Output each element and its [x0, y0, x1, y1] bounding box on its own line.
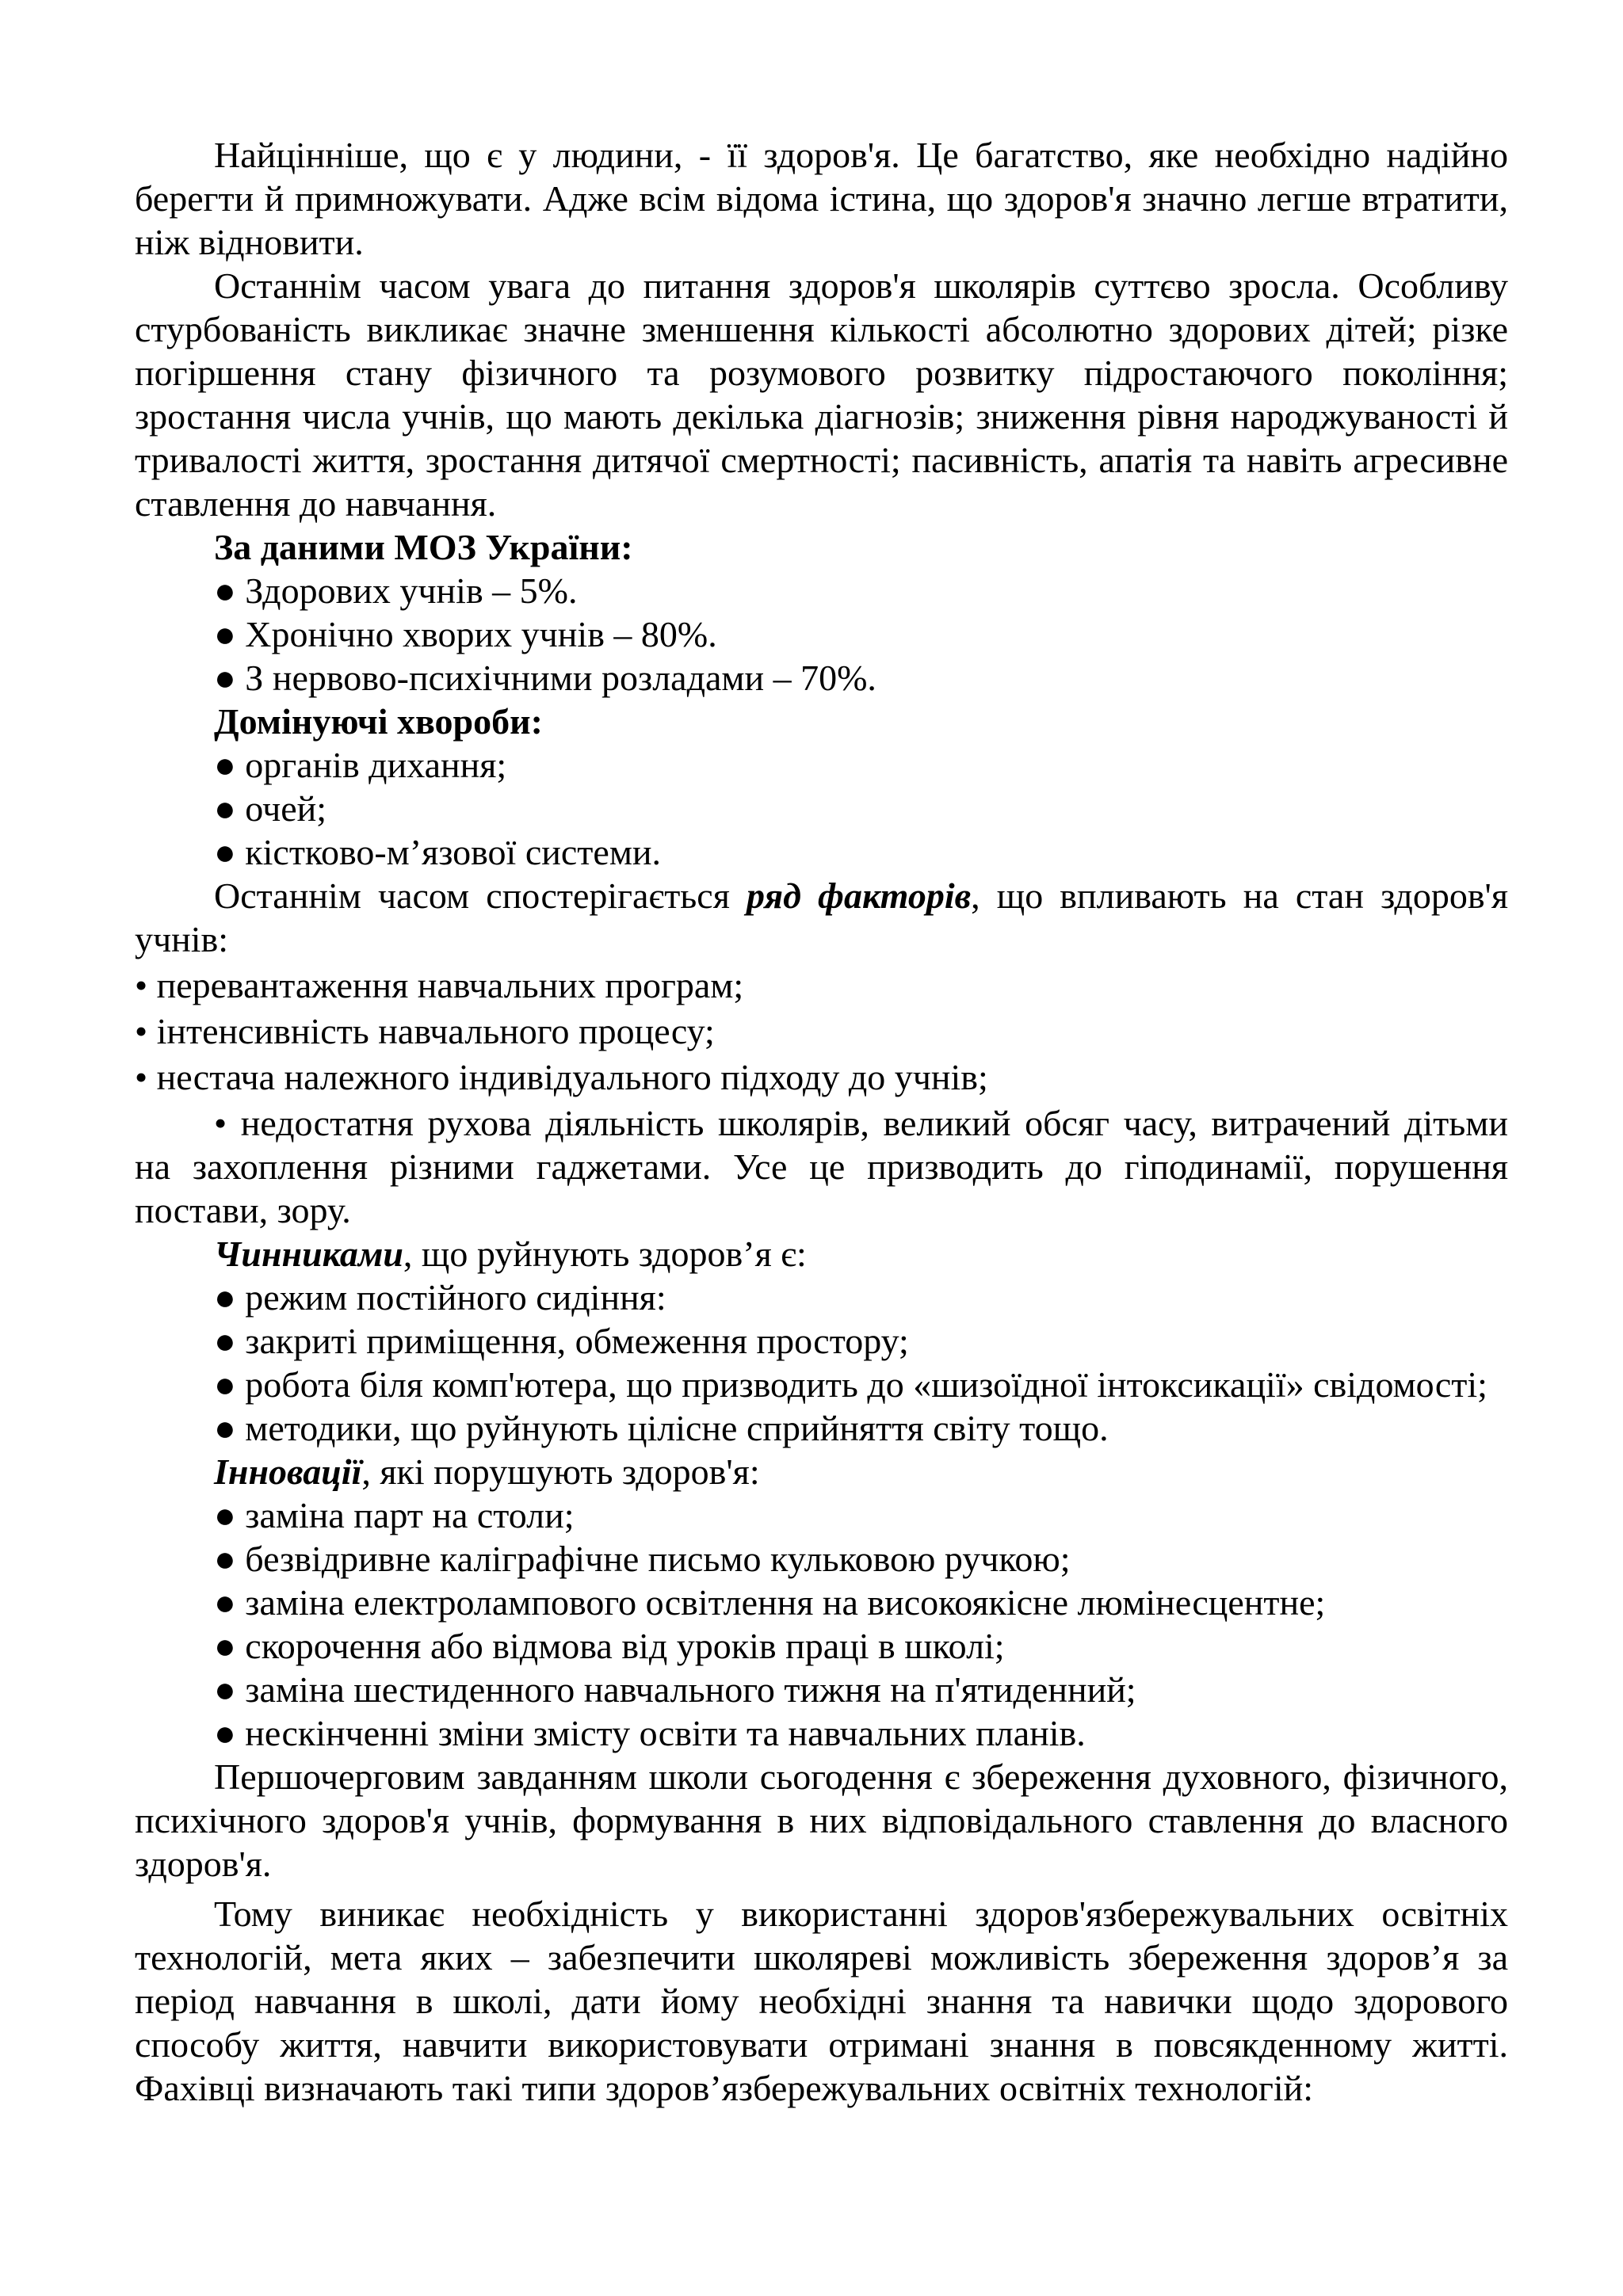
factors-intro-after: , що впливають на стан здоров'я учнів:	[135, 875, 1508, 959]
intro-paragraph-2: Останнім часом увага до питання здоров'я школярів суттєво зросла. Особливу стурбованість викликає значне зменшення кількості абсолютно здорових дітей; різке погіршення стану фізичного та розумового розвитку підростаючого покоління; зростання числа учнів, що мають декілька діагнозів; зниження рівня народжуваності й тривалості життя, зростання дитячої смертності; пасивність, апатія та навіть агресивне ставлення до навчання.	[135, 265, 1508, 524]
factor-item-overload: • перевантаження навчальних програм;	[135, 965, 744, 1005]
disease-item-eyes: ● очей;	[214, 788, 327, 829]
disease-item-respiratory: ● органів дихання;	[214, 745, 507, 785]
factors-intro-emphasis: ряд факторів	[746, 875, 972, 916]
moz-item-healthy: ● Здорових учнів – 5%.	[214, 570, 578, 611]
factors-intro	[135, 874, 1508, 961]
harm-item-sitting: ● режим постійного сидіння:	[214, 1277, 666, 1318]
harm-intro	[135, 1232, 1508, 1276]
diseases-heading: Домінуючі хвороби:	[214, 701, 543, 742]
moz-item-chronic: ● Хронічно хворих учнів – 80%.	[214, 614, 717, 654]
moz-heading: За даними МОЗ України:	[214, 527, 633, 567]
closing-paragraph-1: Першочерговим завданням школи сьогодення є збереження духовного, фізичного, психічного здоров'я учнів, формування в них відповідального ставлення до власного здоров'я.	[135, 1756, 1508, 1884]
innovations-intro-after: , які порушують здоров'я:	[361, 1451, 760, 1492]
intro-paragraph-1: Найцінніше, що є у людини, - її здоров'я. Це багатство, яке необхідно надійно берегти й примножувати. Адже всім відома істина, що здоров'я значно легше втратити, ніж відновити.	[135, 135, 1508, 262]
harm-item-closed-rooms: ● закриті приміщення, обмеження простору;	[214, 1321, 909, 1361]
innovation-item-desks: ● заміна парт на столи;	[214, 1495, 575, 1535]
closing-paragraph-2: Тому виникає необхідність у використанні здоров'язбережувальних освітніх технологій, мета яких – забезпечити школяреві можливість збереження здоров’я за період навчання в школі, дати йому необхідні знання та навички щодо здорового способу життя, навчити використовувати отримані знання в повсякденному житті. Фахівці визначають такі типи здоров’язбережувальних освітніх технологій:	[135, 1894, 1508, 2108]
harm-item-computer: ● робота біля комп'ютера, що призводить до «шизоїдної інтоксикації» свідомості;	[214, 1364, 1487, 1405]
innovation-item-labor-lessons: ● скорочення або відмова від уроків праці в школі;	[214, 1626, 1005, 1666]
factors-intro-before: Останнім часом спостерігається	[214, 875, 747, 916]
innovations-intro	[135, 1450, 1508, 1493]
harm-item-methods: ● методики, що руйнують цілісне сприйняття світу тощо.	[214, 1408, 1109, 1448]
factor-item-intensity: • інтенсивність навчального процесу;	[135, 1011, 715, 1051]
factor-item-low-activity: • недостатня рухова діяльність школярів, великий обсяг часу, витрачений дітьми на захоплення різними гаджетами. Усе це призводить до гіподинамії, порушення постави, зору.	[135, 1103, 1508, 1230]
document-body	[135, 133, 1508, 2110]
moz-item-neuro: ● З нервово-психічними розладами – 70%.	[214, 658, 876, 698]
harm-intro-emphasis: Чинниками	[214, 1234, 403, 1274]
innovation-item-curriculum-changes: ● нескінченні зміни змісту освіти та навчальних планів.	[214, 1713, 1086, 1753]
factor-item-individual-approach: • нестача належного індивідуального підходу до учнів;	[135, 1057, 988, 1097]
innovation-item-five-day-week: ● заміна шестиденного навчального тижня на п'ятиденний;	[214, 1669, 1136, 1710]
innovation-item-calligraphy: ● безвідривне каліграфічне письмо кульковою ручкою;	[214, 1539, 1071, 1579]
harm-intro-after: , що руйнують здоров’я є:	[403, 1234, 807, 1274]
innovations-intro-emphasis: Інновації	[214, 1451, 362, 1492]
disease-item-musculoskeletal: ● кістково-м’язової системи.	[214, 832, 662, 872]
innovation-item-lighting: ● заміна електролампового освітлення на високоякісне люмінесцентне;	[214, 1582, 1326, 1623]
